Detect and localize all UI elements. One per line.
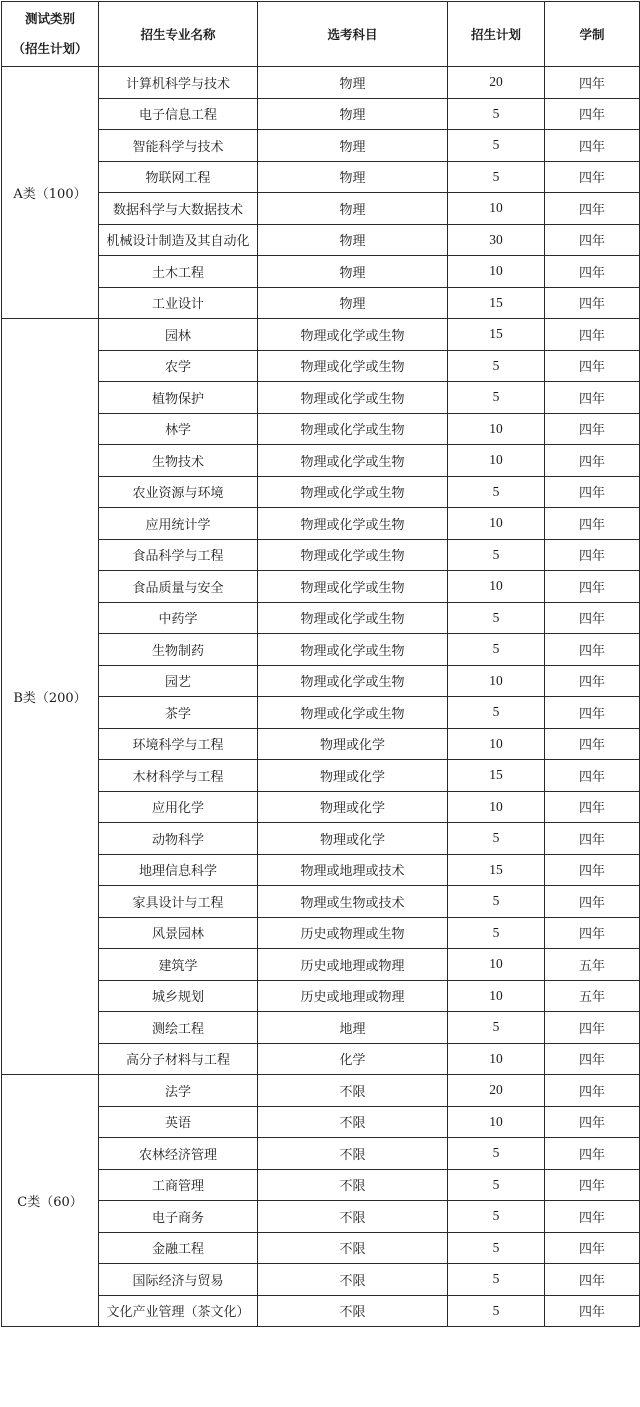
subjects-cell: 物理 (258, 224, 448, 256)
header-category (2, 2, 99, 67)
subjects-cell: 物理或化学或生物 (258, 413, 448, 445)
subjects-cell: 物理 (258, 130, 448, 162)
duration-cell: 四年 (545, 256, 640, 288)
major-cell: 电子信息工程 (99, 98, 258, 130)
duration-cell: 四年 (545, 224, 640, 256)
subjects-cell: 物理或化学 (258, 791, 448, 823)
subjects-cell: 物理或地理或技术 (258, 854, 448, 886)
plan-cell: 5 (448, 602, 545, 634)
subjects-cell: 物理 (258, 287, 448, 319)
plan-cell: 10 (448, 949, 545, 981)
subjects-cell: 物理或化学或生物 (258, 508, 448, 540)
plan-cell: 10 (448, 791, 545, 823)
header-duration: 学制 (545, 2, 640, 67)
table-row (2, 319, 640, 351)
duration-cell: 四年 (545, 665, 640, 697)
duration-cell: 四年 (545, 602, 640, 634)
subjects-cell: 不限 (258, 1264, 448, 1296)
duration-cell: 四年 (545, 287, 640, 319)
subjects-cell: 物理或化学或生物 (258, 382, 448, 414)
duration-cell: 四年 (545, 539, 640, 571)
header-row (2, 2, 640, 67)
duration-cell: 四年 (545, 1295, 640, 1327)
subjects-cell: 物理或化学或生物 (258, 539, 448, 571)
plan-cell: 15 (448, 760, 545, 792)
plan-cell: 5 (448, 1201, 545, 1233)
major-cell: 英语 (99, 1106, 258, 1138)
category-cell: B类（200） (2, 319, 99, 1075)
duration-cell: 四年 (545, 917, 640, 949)
duration-cell: 四年 (545, 1075, 640, 1107)
major-cell: 城乡规划 (99, 980, 258, 1012)
subjects-cell: 历史或物理或生物 (258, 917, 448, 949)
plan-cell: 15 (448, 287, 545, 319)
major-cell: 高分子材料与工程 (99, 1043, 258, 1075)
subjects-cell: 物理 (258, 98, 448, 130)
major-cell: 法学 (99, 1075, 258, 1107)
subjects-cell: 物理或化学或生物 (258, 350, 448, 382)
plan-cell: 5 (448, 1012, 545, 1044)
major-cell: 食品科学与工程 (99, 539, 258, 571)
duration-cell: 四年 (545, 854, 640, 886)
major-cell: 应用化学 (99, 791, 258, 823)
duration-cell: 四年 (545, 886, 640, 918)
major-cell: 生物技术 (99, 445, 258, 477)
subjects-cell: 物理或化学或生物 (258, 634, 448, 666)
plan-cell: 5 (448, 634, 545, 666)
duration-cell: 四年 (545, 1012, 640, 1044)
header-major: 招生专业名称 (99, 2, 258, 67)
subjects-cell: 历史或地理或物理 (258, 949, 448, 981)
major-cell: 物联网工程 (99, 161, 258, 193)
subjects-cell: 不限 (258, 1295, 448, 1327)
major-cell: 数据科学与大数据技术 (99, 193, 258, 225)
plan-cell: 15 (448, 854, 545, 886)
plan-cell: 5 (448, 161, 545, 193)
admission-plan-table (1, 1, 640, 1327)
major-cell: 生物制药 (99, 634, 258, 666)
subjects-cell: 不限 (258, 1138, 448, 1170)
plan-cell: 5 (448, 886, 545, 918)
subjects-cell: 物理或化学 (258, 728, 448, 760)
duration-cell: 四年 (545, 697, 640, 729)
subjects-cell: 地理 (258, 1012, 448, 1044)
plan-cell: 5 (448, 98, 545, 130)
subjects-cell: 物理 (258, 67, 448, 99)
plan-cell: 10 (448, 413, 545, 445)
major-cell: 机械设计制造及其自动化 (99, 224, 258, 256)
category-cell: C类（60） (2, 1075, 99, 1327)
duration-cell: 四年 (545, 98, 640, 130)
duration-cell: 四年 (545, 823, 640, 855)
plan-cell: 10 (448, 980, 545, 1012)
major-cell: 中药学 (99, 602, 258, 634)
duration-cell: 四年 (545, 319, 640, 351)
subjects-cell: 不限 (258, 1201, 448, 1233)
plan-cell: 10 (448, 1106, 545, 1138)
subjects-cell: 物理或化学或生物 (258, 602, 448, 634)
duration-cell: 四年 (545, 1043, 640, 1075)
plan-cell: 15 (448, 319, 545, 351)
plan-cell: 30 (448, 224, 545, 256)
duration-cell: 四年 (545, 476, 640, 508)
plan-cell: 10 (448, 256, 545, 288)
plan-cell: 5 (448, 1295, 545, 1327)
major-cell: 工业设计 (99, 287, 258, 319)
major-cell: 测绘工程 (99, 1012, 258, 1044)
duration-cell: 四年 (545, 382, 640, 414)
plan-cell: 10 (448, 571, 545, 603)
plan-cell: 5 (448, 1264, 545, 1296)
major-cell: 应用统计学 (99, 508, 258, 540)
major-cell: 家具设计与工程 (99, 886, 258, 918)
subjects-cell: 物理或化学或生物 (258, 697, 448, 729)
major-cell: 文化产业管理（茶文化） (99, 1295, 258, 1327)
duration-cell: 四年 (545, 571, 640, 603)
duration-cell: 四年 (545, 193, 640, 225)
subjects-cell: 不限 (258, 1232, 448, 1264)
major-cell: 园艺 (99, 665, 258, 697)
major-cell: 地理信息科学 (99, 854, 258, 886)
duration-cell: 五年 (545, 980, 640, 1012)
duration-cell: 四年 (545, 130, 640, 162)
subjects-cell: 物理或化学或生物 (258, 571, 448, 603)
major-cell: 农业资源与环境 (99, 476, 258, 508)
header-category-line1: 测试类别 (24, 11, 75, 26)
duration-cell: 四年 (545, 1106, 640, 1138)
duration-cell: 四年 (545, 1169, 640, 1201)
subjects-cell: 物理或生物或技术 (258, 886, 448, 918)
duration-cell: 四年 (545, 508, 640, 540)
duration-cell: 四年 (545, 728, 640, 760)
plan-cell: 5 (448, 917, 545, 949)
plan-cell: 5 (448, 1169, 545, 1201)
major-cell: 动物科学 (99, 823, 258, 855)
subjects-cell: 物理 (258, 256, 448, 288)
major-cell: 植物保护 (99, 382, 258, 414)
plan-cell: 5 (448, 1232, 545, 1264)
plan-cell: 10 (448, 728, 545, 760)
duration-cell: 四年 (545, 1201, 640, 1233)
duration-cell: 四年 (545, 413, 640, 445)
plan-cell: 5 (448, 382, 545, 414)
duration-cell: 四年 (545, 445, 640, 477)
major-cell: 电子商务 (99, 1201, 258, 1233)
subjects-cell: 化学 (258, 1043, 448, 1075)
table-header (2, 2, 640, 67)
subjects-cell: 物理 (258, 161, 448, 193)
major-cell: 环境科学与工程 (99, 728, 258, 760)
plan-cell: 5 (448, 130, 545, 162)
subjects-cell: 不限 (258, 1169, 448, 1201)
subjects-cell: 物理或化学或生物 (258, 319, 448, 351)
major-cell: 农学 (99, 350, 258, 382)
duration-cell: 四年 (545, 1138, 640, 1170)
major-cell: 建筑学 (99, 949, 258, 981)
header-category-line2: （招生计划） (12, 41, 88, 56)
plan-cell: 5 (448, 476, 545, 508)
table-row (2, 1075, 640, 1107)
table-body (2, 67, 640, 1327)
duration-cell: 四年 (545, 161, 640, 193)
plan-cell: 5 (448, 823, 545, 855)
plan-cell: 10 (448, 665, 545, 697)
major-cell: 茶学 (99, 697, 258, 729)
major-cell: 食品质量与安全 (99, 571, 258, 603)
subjects-cell: 物理或化学或生物 (258, 445, 448, 477)
plan-cell: 20 (448, 67, 545, 99)
duration-cell: 五年 (545, 949, 640, 981)
category-cell: A类（100） (2, 67, 99, 319)
major-cell: 金融工程 (99, 1232, 258, 1264)
major-cell: 风景园林 (99, 917, 258, 949)
major-cell: 农林经济管理 (99, 1138, 258, 1170)
duration-cell: 四年 (545, 760, 640, 792)
duration-cell: 四年 (545, 350, 640, 382)
subjects-cell: 物理 (258, 193, 448, 225)
plan-cell: 5 (448, 697, 545, 729)
duration-cell: 四年 (545, 1232, 640, 1264)
major-cell: 工商管理 (99, 1169, 258, 1201)
subjects-cell: 物理或化学或生物 (258, 476, 448, 508)
header-plan: 招生计划 (448, 2, 545, 67)
duration-cell: 四年 (545, 634, 640, 666)
plan-cell: 10 (448, 193, 545, 225)
subjects-cell: 不限 (258, 1075, 448, 1107)
plan-cell: 10 (448, 508, 545, 540)
duration-cell: 四年 (545, 67, 640, 99)
subjects-cell: 历史或地理或物理 (258, 980, 448, 1012)
major-cell: 国际经济与贸易 (99, 1264, 258, 1296)
major-cell: 智能科学与技术 (99, 130, 258, 162)
subjects-cell: 物理或化学 (258, 823, 448, 855)
major-cell: 林学 (99, 413, 258, 445)
major-cell: 木材科学与工程 (99, 760, 258, 792)
plan-cell: 5 (448, 1138, 545, 1170)
major-cell: 土木工程 (99, 256, 258, 288)
duration-cell: 四年 (545, 1264, 640, 1296)
subjects-cell: 不限 (258, 1106, 448, 1138)
header-subjects: 选考科目 (258, 2, 448, 67)
plan-cell: 10 (448, 1043, 545, 1075)
plan-cell: 5 (448, 350, 545, 382)
plan-cell: 10 (448, 445, 545, 477)
plan-cell: 5 (448, 539, 545, 571)
major-cell: 计算机科学与技术 (99, 67, 258, 99)
subjects-cell: 物理或化学 (258, 760, 448, 792)
table-row (2, 67, 640, 99)
duration-cell: 四年 (545, 791, 640, 823)
subjects-cell: 物理或化学或生物 (258, 665, 448, 697)
plan-cell: 20 (448, 1075, 545, 1107)
major-cell: 园林 (99, 319, 258, 351)
